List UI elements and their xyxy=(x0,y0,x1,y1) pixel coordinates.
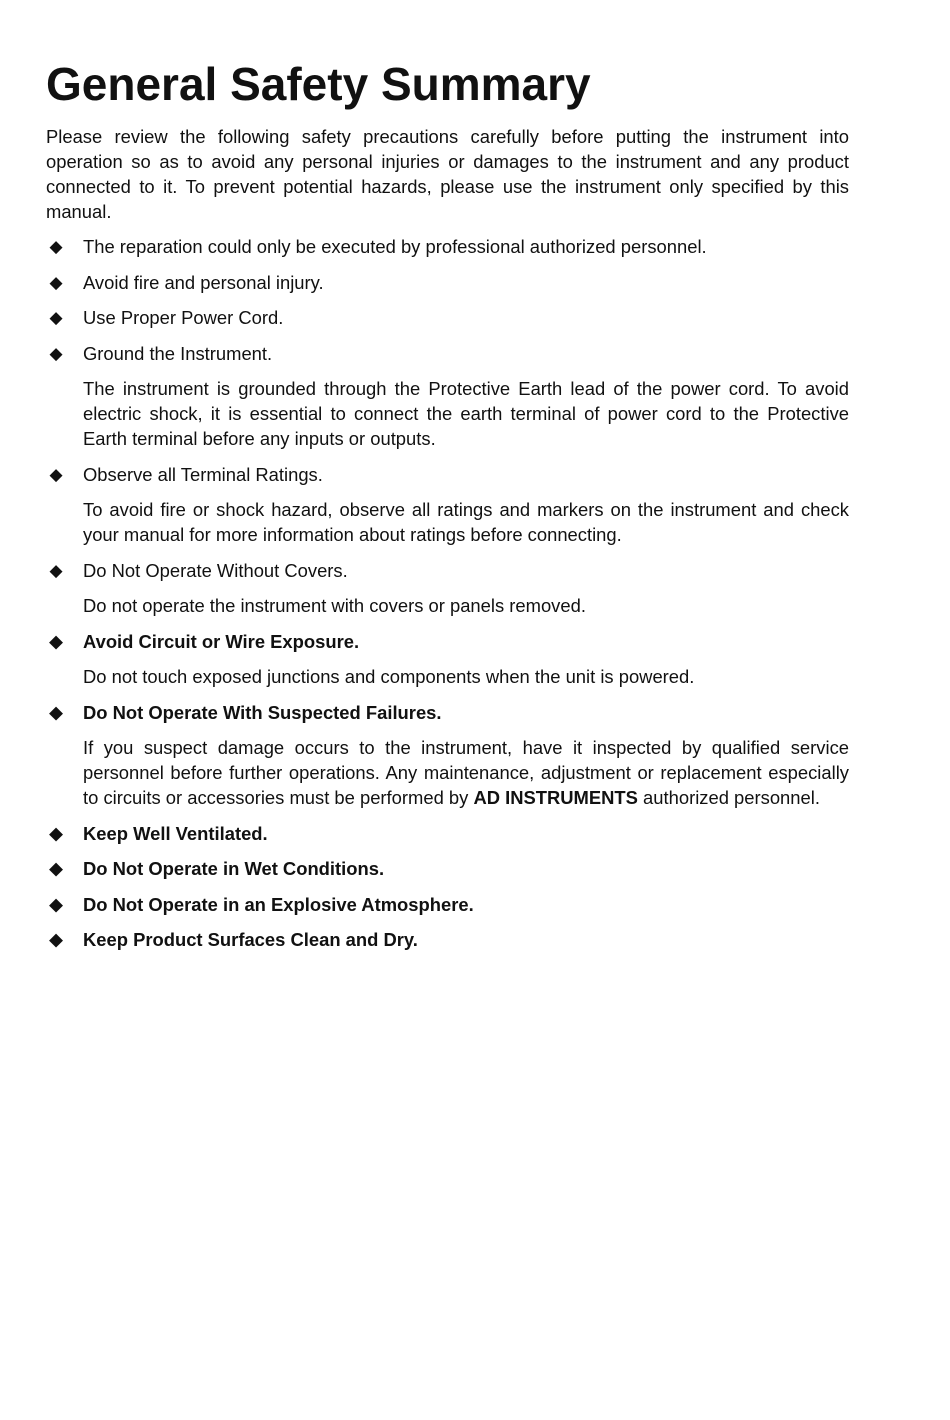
item-heading: Keep Product Surfaces Clean and Dry. xyxy=(83,929,418,950)
list-item-covers xyxy=(46,558,849,619)
list-item-ventilated xyxy=(46,821,849,846)
intro-paragraph: Please review the following safety precautions carefully before putting the instrument into operation so as to avoid any personal injuries or damages to the instrument and any product connected to it. To prevent potential hazards, please use the instrument only specified by this manual. xyxy=(46,126,849,222)
list-item-wet-conditions xyxy=(46,856,849,881)
list-item-wire-exposure xyxy=(46,629,849,690)
item-description: The instrument is grounded through the Protective Earth lead of the power cord. To avoid electric shock, it is essential to connect the earth terminal of power cord to the Protective Earth terminal before any inputs or outputs. xyxy=(83,378,849,449)
brand-name: AD INSTRUMENTS xyxy=(473,787,638,808)
diamond-bullet-icon: ◆ xyxy=(49,859,63,878)
description-text: If you suspect damage occurs to the instrument, have it inspected by qualified service personnel before further operations. Any maintenance, adjustment or replacement especially to circuits or accessories must be performed by xyxy=(83,737,849,808)
diamond-bullet-icon: ◆ xyxy=(49,464,63,484)
list-item-avoid-fire xyxy=(46,270,849,295)
diamond-bullet-icon: ◆ xyxy=(49,702,63,722)
item-heading: The reparation could only be executed by professional authorized personnel. xyxy=(83,236,707,257)
item-heading: Do Not Operate in Wet Conditions. xyxy=(83,858,385,879)
item-heading: Keep Well Ventilated. xyxy=(83,822,268,844)
list-item-clean-dry xyxy=(46,927,849,952)
item-heading: Do Not Operate With Suspected Failures. xyxy=(83,701,442,723)
page-title: General Safety Summary xyxy=(46,58,591,110)
diamond-bullet-icon: ◆ xyxy=(49,560,63,580)
list-item-suspected-failures xyxy=(46,700,849,811)
list-item-explosive xyxy=(46,892,849,917)
diamond-bullet-icon: ◆ xyxy=(49,894,63,914)
item-description: Do not touch exposed junctions and components when the unit is powered. xyxy=(83,666,695,687)
item-heading: Observe all Terminal Ratings. xyxy=(83,463,323,485)
diamond-bullet-icon: ◆ xyxy=(49,823,63,843)
diamond-bullet-icon: ◆ xyxy=(49,631,63,651)
diamond-bullet-icon: ◆ xyxy=(49,308,63,327)
item-heading: Use Proper Power Cord. xyxy=(83,307,284,328)
item-heading: Avoid fire and personal injury. xyxy=(83,271,324,293)
list-item-ground xyxy=(46,341,849,452)
item-heading: Do Not Operate Without Covers. xyxy=(83,559,348,581)
item-heading: Avoid Circuit or Wire Exposure. xyxy=(83,630,360,652)
item-heading: Do Not Operate in an Explosive Atmosphere. xyxy=(83,893,474,915)
diamond-bullet-icon: ◆ xyxy=(49,237,63,256)
list-item-power-cord xyxy=(46,305,849,330)
item-heading: Ground the Instrument. xyxy=(83,342,273,364)
item-description: Do not operate the instrument with covers or panels removed. xyxy=(83,595,586,616)
document-page xyxy=(46,56,849,963)
item-description: To avoid fire or shock hazard, observe all ratings and markers on the instrument and check your manual for more information about ratings before connecting. xyxy=(83,499,849,545)
item-description xyxy=(83,735,849,810)
list-item-terminal-ratings xyxy=(46,462,849,548)
diamond-bullet-icon: ◆ xyxy=(49,343,63,363)
list-item-reparation xyxy=(46,234,849,259)
diamond-bullet-icon: ◆ xyxy=(49,272,63,292)
diamond-bullet-icon: ◆ xyxy=(49,930,63,949)
description-text: authorized personnel. xyxy=(637,787,820,808)
